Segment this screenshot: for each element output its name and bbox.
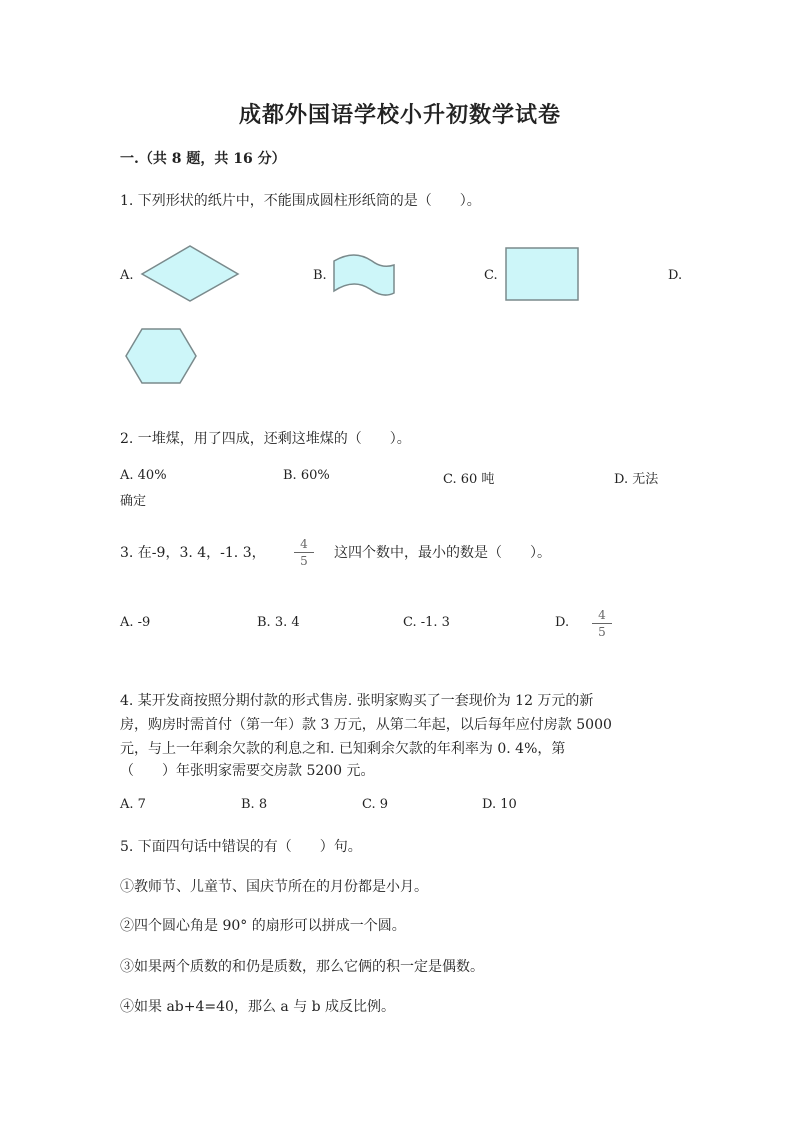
question-1-option-b: B. [313,268,327,283]
question-3-option-c: C. -1. 3 [403,615,450,630]
question-2-option-b: B. 60% [283,468,330,483]
section-header: 一.（共 8 题，共 16 分） [120,151,286,167]
question-3-option-d: D. [555,615,570,630]
question-5-statement-2: ②四个圆心角是 90° 的扇形可以拼成一个圆。 [120,918,406,934]
fraction-denominator: 5 [598,625,606,639]
question-4-line-4: （ ）年张明家需要交房款 5200 元。 [120,763,375,779]
question-2-option-d: D. 无法 [614,472,659,487]
question-3-option-b: B. 3. 4 [257,615,300,630]
question-1-option-a: A. [120,268,134,283]
rhombus-shape [140,244,240,304]
question-1-option-d: D. [668,268,683,283]
question-5-statement-1: ①教师节、儿童节、国庆节所在的月份都是小月。 [120,879,428,895]
question-2-option-d-continuation: 确定 [120,494,147,509]
question-1-option-c: C. [484,268,498,283]
page-title: 成都外国语学校小升初数学试卷 [238,102,561,128]
question-4-line-1: 4. 某开发商按照分期付款的形式售房. 张明家购买了一套现价为 12 万元的新 [120,693,594,709]
rectangle-shape [505,246,580,302]
question-3-fraction [294,537,314,568]
question-4-option-b: B. 8 [241,797,268,812]
question-2-text: 2. 一堆煤，用了四成，还剩这堆煤的（ ）。 [120,431,411,447]
question-4-line-3: 元，与上一年剩余欠款的利息之和. 已知剩余欠款的年利率为 0. 4%，第 [120,741,566,757]
question-3-prefix: 3. 在-9，3. 4，-1. 3， [120,545,266,561]
wavy-rectangle-shape [332,255,398,301]
question-5-statement-4: ④如果 ab+4=40，那么 a 与 b 成反比例。 [120,999,396,1015]
question-5-statement-3: ③如果两个质数的和仍是质数，那么它俩的积一定是偶数。 [120,959,484,975]
question-1-text: 1. 下列形状的纸片中，不能围成圆柱形纸筒的是（ ）。 [120,193,481,209]
fraction-denominator: 5 [300,554,308,568]
question-2-option-c: C. 60 吨 [443,472,495,487]
question-3-option-a: A. -9 [120,615,151,630]
fraction-numerator: 4 [592,608,612,624]
question-4-option-a: A. 7 [120,797,146,812]
fraction-numerator: 4 [294,537,314,553]
question-4-line-2: 房，购房时需首付（第一年）款 3 万元，从第二年起，以后每年应付房款 5000 [120,717,612,733]
question-5-text: 5. 下面四句话中错误的有（ ）句。 [120,839,362,855]
question-4-option-d: D. 10 [482,797,517,812]
hexagon-shape [124,327,200,387]
question-3-suffix: 这四个数中，最小的数是（ ）。 [334,545,551,561]
question-4-option-c: C. 9 [362,797,389,812]
question-2-option-a: A. 40% [120,468,167,483]
question-3-option-d-fraction [592,608,612,639]
